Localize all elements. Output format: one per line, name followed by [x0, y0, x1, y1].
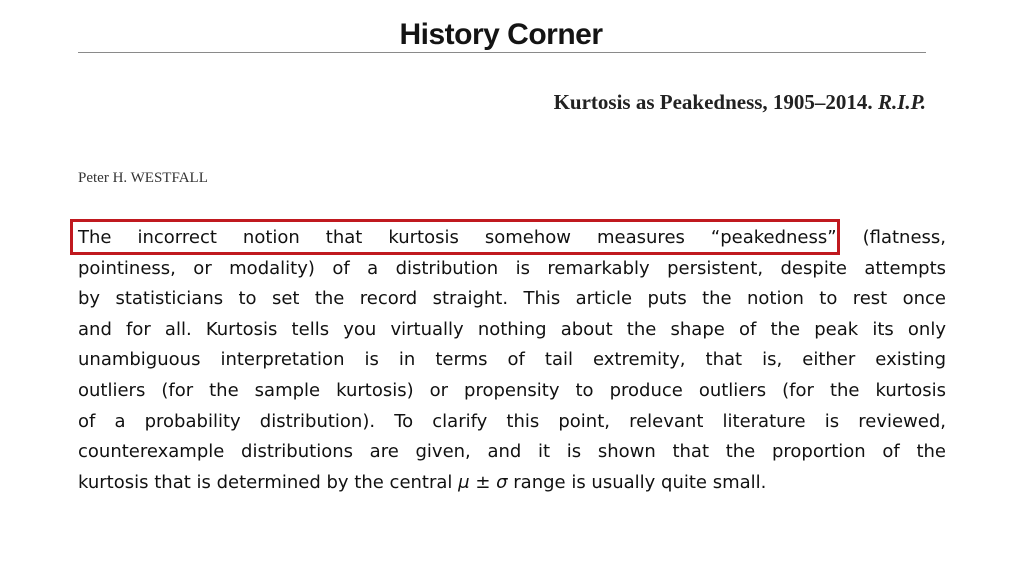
paper-title-text: Kurtosis as Peakedness, 1905–2014. — [553, 90, 873, 114]
plusminus-symbol: ± — [469, 471, 497, 493]
sigma-symbol: σ — [496, 471, 508, 493]
abstract-line: counterexample distributions are given, and it is shown that the proportion of the — [78, 441, 946, 463]
paper-title-rip: R.I.P. — [877, 90, 926, 114]
mu-symbol: μ — [458, 471, 470, 493]
abstract-line-last — [78, 468, 946, 499]
header-divider — [78, 52, 926, 53]
abstract-line: The incorrect notion that kurtosis somehow measures “peakedness” (flatness, — [78, 227, 946, 248]
abstract-last-before: kurtosis that is determined by the central — [78, 471, 459, 493]
author-surname: ESTFALL — [144, 170, 208, 186]
abstract-line: by statisticians to set the record straight. This article puts the notion to rest once — [78, 288, 946, 310]
abstract-line: outliers (for the sample kurtosis) or propensity to produce outliers (for the kurtosis — [78, 379, 946, 401]
abstract-text — [78, 223, 946, 498]
highlight-box — [70, 219, 840, 255]
author-prefix: Peter H. W — [78, 170, 145, 186]
header-title: History Corner — [399, 18, 603, 51]
author-name — [78, 170, 208, 187]
paper-title — [554, 90, 926, 115]
abstract-line: pointiness, or modality) of a distribution is remarkably persistent, despite attempts — [78, 257, 946, 279]
abstract-line: unambiguous interpretation is in terms of tail extremity, that is, either existing — [78, 349, 946, 371]
abstract-line: and for all. Kurtosis tells you virtually nothing about the shape of the peak its only — [78, 318, 946, 340]
abstract-last-after: range is usually quite small. — [507, 471, 767, 493]
abstract-line: of a probability distribution). To clarify this point, relevant literature is reviewed, — [78, 410, 946, 432]
